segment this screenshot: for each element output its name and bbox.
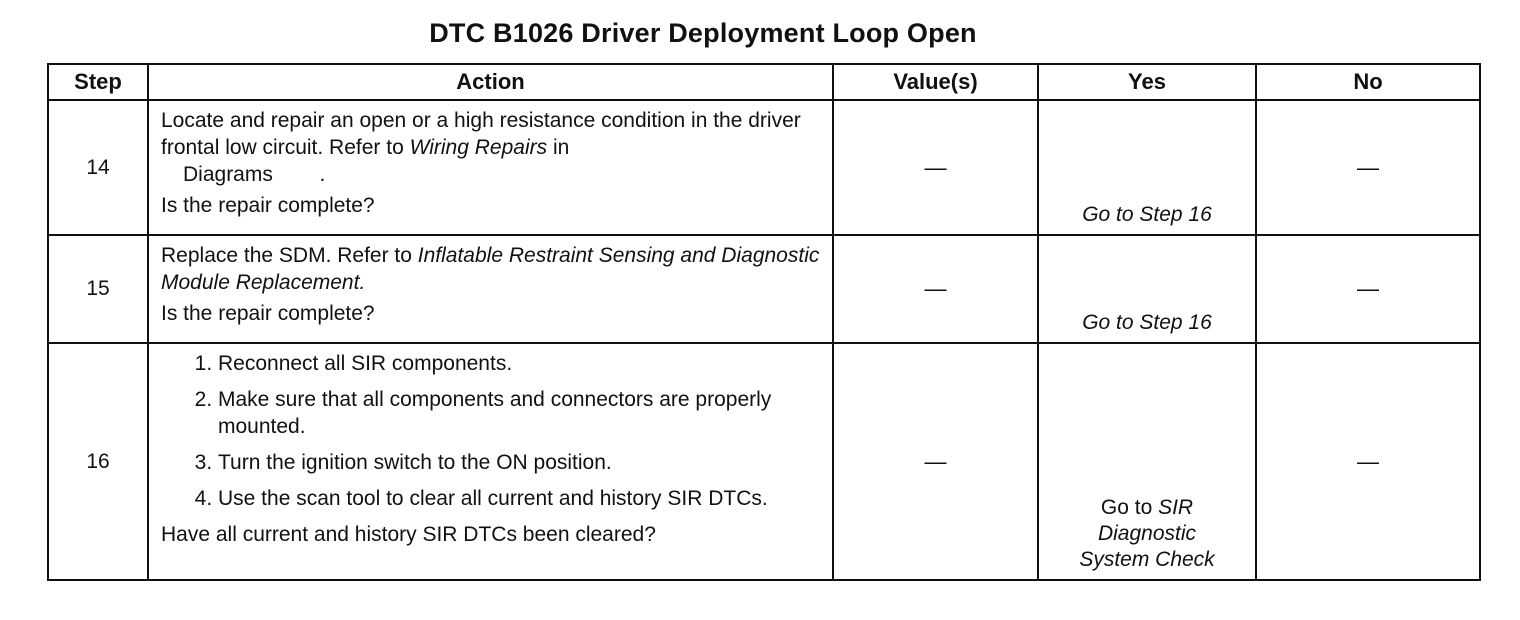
yes-link[interactable]: Go to Step 16 — [1038, 235, 1256, 343]
value-cell: — — [833, 100, 1038, 235]
action-question: Have all current and history SIR DTCs been cleared? — [161, 523, 656, 546]
yes-link[interactable]: Go to SIR Diagnostic System Check — [1038, 343, 1256, 580]
action-cell — [148, 100, 833, 235]
action-cell — [148, 343, 833, 580]
step-number: 14 — [48, 100, 148, 235]
action-instruction: Replace the SDM. Refer to Inflatable Restraint Sensing and Diagnostic Module Replacement. — [161, 244, 820, 294]
diagrams-link[interactable]: Diagrams — [183, 163, 273, 186]
action-question: Is the repair complete? — [161, 194, 375, 217]
no-cell: — — [1256, 235, 1480, 343]
value-cell: — — [833, 235, 1038, 343]
page-title: DTC B1026 Driver Deployment Loop Open — [429, 18, 977, 48]
header-yes: Yes — [1038, 64, 1256, 100]
header-step: Step — [48, 64, 148, 100]
list-item: 3. Turn the ignition switch to the ON position. — [218, 449, 820, 476]
list-item: 1. Reconnect all SIR components. — [218, 350, 820, 377]
action-question: Is the repair complete? — [161, 302, 375, 325]
list-item: 4. Use the scan tool to clear all current and history SIR DTCs. — [218, 485, 820, 512]
header-action: Action — [148, 64, 833, 100]
sdm-replacement-link[interactable]: Inflatable Restraint Sensing and Diagnostic Module Replacement. — [161, 244, 820, 294]
value-cell: — — [833, 343, 1038, 580]
action-cell — [148, 235, 833, 343]
table-row — [48, 343, 1480, 580]
step-number: 15 — [48, 235, 148, 343]
step-number: 16 — [48, 343, 148, 580]
list-item: 2. Make sure that all components and connectors are properly mounted. — [218, 386, 820, 440]
table-header-row — [48, 64, 1480, 100]
table-row — [48, 100, 1480, 235]
table-row — [48, 235, 1480, 343]
no-cell: — — [1256, 100, 1480, 235]
procedure-list — [161, 350, 820, 512]
wiring-repairs-link[interactable]: Wiring Repairs — [409, 136, 548, 159]
header-no: No — [1256, 64, 1480, 100]
action-instruction: Locate and repair an open or a high resistance condition in the driver frontal low circuit. Refer to Wiring Repairs in — [161, 109, 801, 159]
no-cell: — — [1256, 343, 1480, 580]
yes-link[interactable]: Go to Step 16 — [1038, 100, 1256, 235]
action-instruction-cont: Diagrams . — [183, 163, 326, 186]
header-values: Value(s) — [833, 64, 1038, 100]
diagnostic-table — [47, 63, 1481, 581]
